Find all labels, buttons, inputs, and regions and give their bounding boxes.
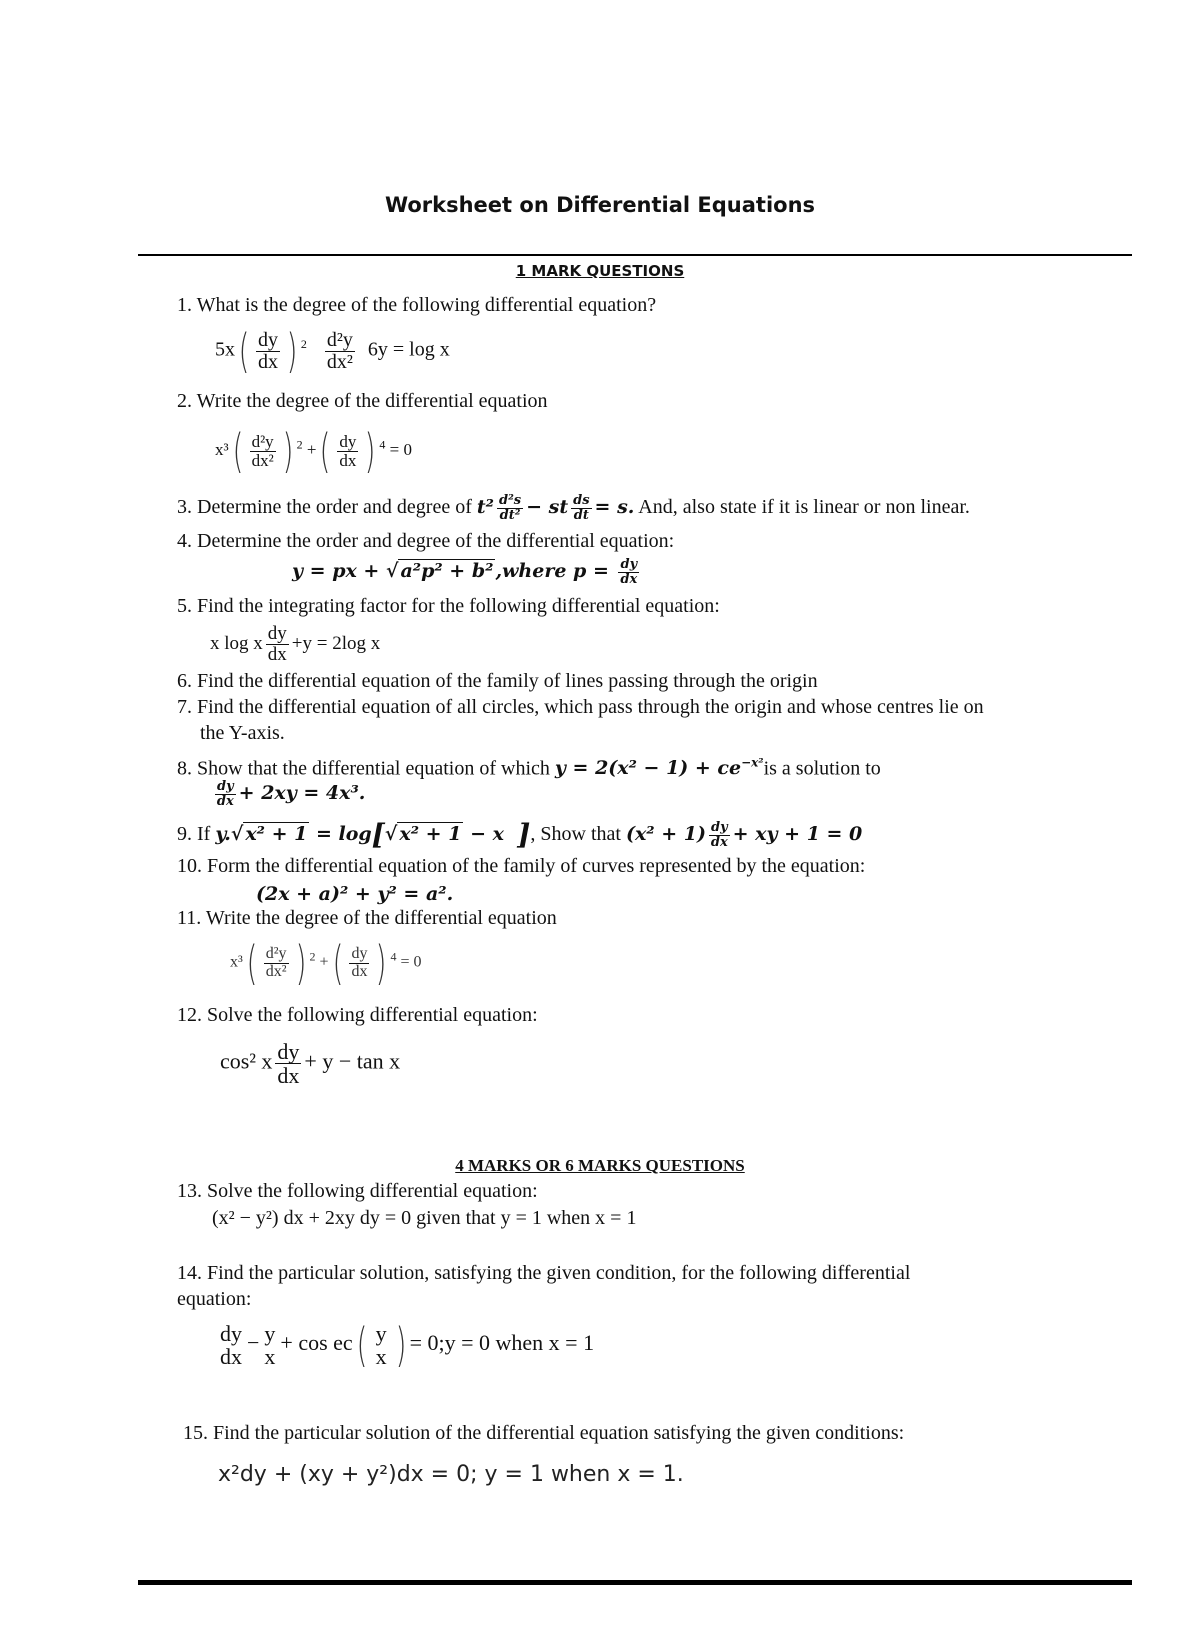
question-14-continued: equation: bbox=[177, 1288, 252, 1310]
question-11: 11. Write the degree of the differential equation bbox=[177, 907, 557, 929]
question-10: 10. Form the differential equation of the family of curves represented by the equation: bbox=[177, 855, 866, 877]
question-2: 2. Write the degree of the differential equation bbox=[177, 390, 548, 412]
equation-5: x log x $\frac{dy}{dx}$ +y = 2log x bbox=[210, 623, 381, 665]
question-7-continued: the Y-axis. bbox=[200, 722, 285, 744]
question-13: 13. Solve the following differential equation: bbox=[177, 1180, 538, 1202]
question-5: 5. Find the integrating factor for the following differential equation: bbox=[177, 595, 720, 617]
equation-1: 5x( $\frac{dy}{dx}$ ) $^2$ $\frac{\text{d²y}}{\text{dx²}}$ 6y = log x bbox=[215, 324, 450, 378]
question-8: 8. Show that the differential equation of which $y = 2(x^2 - 1) + ce^{-x^2}is$ a solution to bbox=[177, 756, 881, 780]
question-6: 6. Find the differential equation of the family of lines passing through the origin bbox=[177, 670, 818, 692]
equation-11: x³( $\frac{\text{d²y}}{\text{dx²}}$ ) $^2$ +( $\frac{dy}{dx}$ ) $^4$ = 0 bbox=[230, 936, 422, 990]
question-9: 9. If y.√ x² + 1 = log[√ x² + 1 − x ], Show that (x² + 1) $\frac{dy}{dx}$ + xy + 1 = 0 bbox=[177, 818, 863, 852]
equation-14: dy dx − y x + cos ec( y x ) = 0;y = 0 when x = 1 bbox=[220, 1318, 595, 1373]
question-1: 1. What is the degree of the following differential equation? bbox=[177, 294, 657, 316]
section-heading-1-mark: 1 MARK QUESTIONS bbox=[515, 262, 685, 280]
equation-2: x³( $\frac{\text{d²y}}{\text{dx²}}$ ) $^2$ +( $\frac{dy}{dx}$ ) $^4$ = 0 bbox=[215, 424, 412, 478]
equation-13: (x² − y²) dx + 2xy dy = 0 given that y = 1 when x = 1 bbox=[212, 1207, 637, 1229]
question-14: 14. Find the particular solution, satisfying the given condition, for the following differential bbox=[177, 1262, 911, 1284]
equation-4: y = px + √ a²p² + b² ,where p = $\frac{dy}{dx}$ bbox=[292, 557, 638, 587]
question-3: 3. Determine the order and degree of t² $\frac{\text{d²s}}{\text{dt²}}$ − st $\frac{ds}{dt}$ = s. And, also state if it is linear or non linear. bbox=[177, 493, 970, 523]
equation-12: cos² x $\frac{dy}{dx}$ + y − tan x bbox=[220, 1039, 401, 1089]
section-heading-4-6-marks: 4 MARKS OR 6 MARKS QUESTIONS bbox=[455, 1156, 745, 1175]
question-4: 4. Determine the order and degree of the differential equation: bbox=[177, 530, 675, 552]
question-12: 12. Solve the following differential equation: bbox=[177, 1004, 538, 1026]
top-divider bbox=[138, 254, 1132, 256]
bottom-divider bbox=[138, 1580, 1132, 1585]
equation-15: x²dy + (xy + y²)dx = 0; y = 1 when x = 1. bbox=[218, 1462, 684, 1487]
equation-8: $\frac{dy}{dx}$ + 2xy = 4x³. bbox=[216, 779, 366, 809]
question-7: 7. Find the differential equation of all circles, which pass through the origin and whose centres lie on bbox=[177, 696, 984, 718]
question-15: 15. Find the particular solution of the differential equation satisfying the given conditions: bbox=[183, 1422, 905, 1444]
equation-10: (2x + a)² + y² = a². bbox=[256, 883, 454, 905]
page-title: Worksheet on Differential Equations bbox=[384, 193, 816, 217]
